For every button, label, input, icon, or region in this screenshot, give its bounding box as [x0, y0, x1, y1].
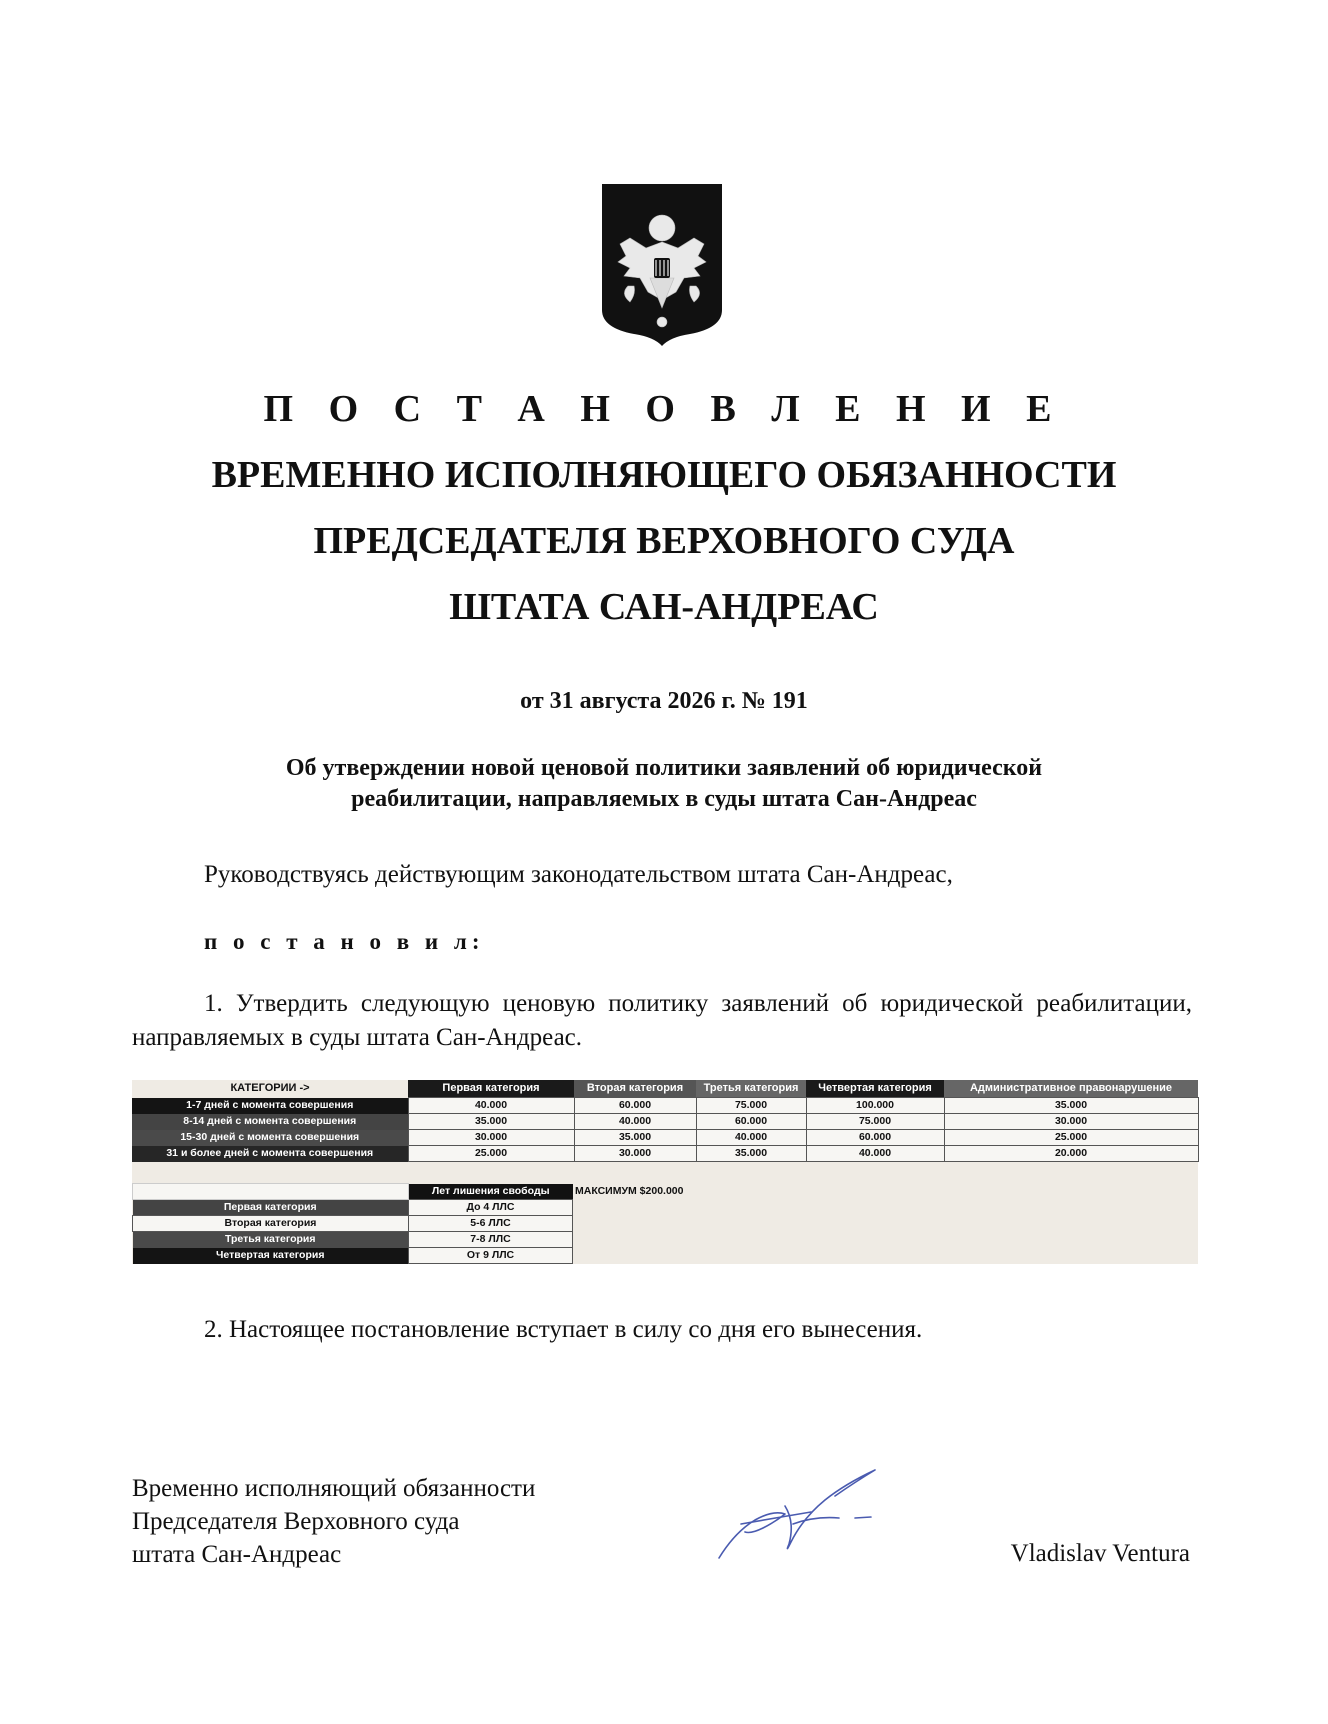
eagle-coat-of-arms-icon [600, 182, 724, 348]
subject-line-2: реабилитации, направляемых в суды штата Сан-Андреас [351, 786, 977, 812]
table-row [132, 1098, 1198, 1114]
table-cell: От 9 ЛЛС [409, 1248, 573, 1264]
legal-basis-paragraph: Руководствуясь действующим законодательством штата Сан-Андреас, [204, 861, 953, 888]
maximum-amount-note: МАКСИМУМ $200.000 [575, 1185, 684, 1197]
table-cell: 75.000 [806, 1114, 944, 1130]
column-header: Вторая категория [574, 1080, 696, 1098]
column-header: Лет лишения свободы [409, 1184, 573, 1200]
issuer-title-line-2: ПРЕДСЕДАТЕЛЯ ВЕРХОВНОГО СУДА [313, 520, 1015, 562]
column-header: Четвертая категория [806, 1080, 944, 1098]
table-row [132, 1114, 1198, 1130]
table-cell: 25.000 [408, 1146, 574, 1162]
row-label: Первая категория [133, 1200, 409, 1216]
table-cell: 35.000 [944, 1098, 1198, 1114]
position-line-1: Временно исполняющий обязанности [132, 1475, 536, 1502]
row-label: 15-30 дней с момента совершения [132, 1130, 408, 1146]
table-cell-empty [133, 1184, 409, 1200]
table-cell: 35.000 [696, 1146, 806, 1162]
table-cell: 100.000 [806, 1098, 944, 1114]
table-cell: 30.000 [944, 1114, 1198, 1130]
table-corner-label: КАТЕГОРИИ -> [132, 1080, 408, 1098]
signatory-position [132, 1472, 535, 1571]
handwritten-signature-icon [715, 1462, 885, 1562]
column-header: Административное правонарушение [944, 1080, 1198, 1098]
document-type-title: П О С Т А Н О В Л Е Н И Е [263, 388, 1065, 430]
signatory-name: Vladislav Ventura [1010, 1540, 1190, 1567]
category-table-header [133, 1184, 573, 1200]
table-cell: 40.000 [408, 1098, 574, 1114]
document-subject [180, 753, 1148, 815]
price-table-header [132, 1080, 1198, 1098]
table-cell: 40.000 [696, 1130, 806, 1146]
table-cell: 35.000 [408, 1114, 574, 1130]
table-cell: 5-6 ЛЛС [409, 1216, 573, 1232]
table-row [132, 1146, 1198, 1162]
table-cell: 7-8 ЛЛС [409, 1232, 573, 1248]
row-label: Вторая категория [133, 1216, 409, 1232]
row-label: 8-14 дней с момента совершения [132, 1114, 408, 1130]
table-row [132, 1130, 1198, 1146]
row-label: Третья категория [133, 1232, 409, 1248]
position-line-3: штата Сан-Андреас [132, 1541, 342, 1568]
decree-item-1: 1. Утвердить следующую ценовую политику заявлений об юридической реабилитации, направляемых в суды штата Сан-Андреас. [132, 990, 1192, 1051]
table-cell: 40.000 [806, 1146, 944, 1162]
table-cell: 30.000 [408, 1130, 574, 1146]
row-label: 31 и более дней с момента совершения [132, 1146, 408, 1162]
decree-item-2: 2. Настоящее постановление вступает в силу со дня его вынесения. [204, 1316, 923, 1343]
table-row [133, 1216, 573, 1232]
table-cell: 30.000 [574, 1146, 696, 1162]
column-header: Первая категория [408, 1080, 574, 1098]
price-policy-panel [132, 1080, 1198, 1264]
table-cell: 60.000 [574, 1098, 696, 1114]
row-label: Четвертая категория [133, 1248, 409, 1264]
table-cell: 40.000 [574, 1114, 696, 1130]
position-line-2: Председателя Верховного суда [132, 1508, 460, 1535]
table-cell: 25.000 [944, 1130, 1198, 1146]
table-cell: 35.000 [574, 1130, 696, 1146]
column-header: Третья категория [696, 1080, 806, 1098]
table-cell: 60.000 [806, 1130, 944, 1146]
table-row [133, 1200, 573, 1216]
document-date-number: от 31 августа 2026 г. № 191 [520, 688, 808, 714]
price-table [132, 1080, 1199, 1162]
table-row [133, 1248, 573, 1264]
table-row [133, 1232, 573, 1248]
issuer-title-line-3: ШТАТА САН-АНДРЕАС [449, 586, 879, 628]
issuer-title-line-1: ВРЕМЕННО ИСПОЛНЯЮЩЕГО ОБЯЗАННОСТИ [211, 454, 1117, 496]
category-table [132, 1183, 573, 1264]
table-cell: До 4 ЛЛС [409, 1200, 573, 1216]
table-cell: 20.000 [944, 1146, 1198, 1162]
subject-line-1: Об утверждении новой ценовой политики заявлений об юридической [285, 755, 1043, 781]
table-cell: 60.000 [696, 1114, 806, 1130]
table-cell: 75.000 [696, 1098, 806, 1114]
row-label: 1-7 дней с момента совершения [132, 1098, 408, 1114]
decree-word: п о с т а н о в и л: [204, 929, 485, 954]
